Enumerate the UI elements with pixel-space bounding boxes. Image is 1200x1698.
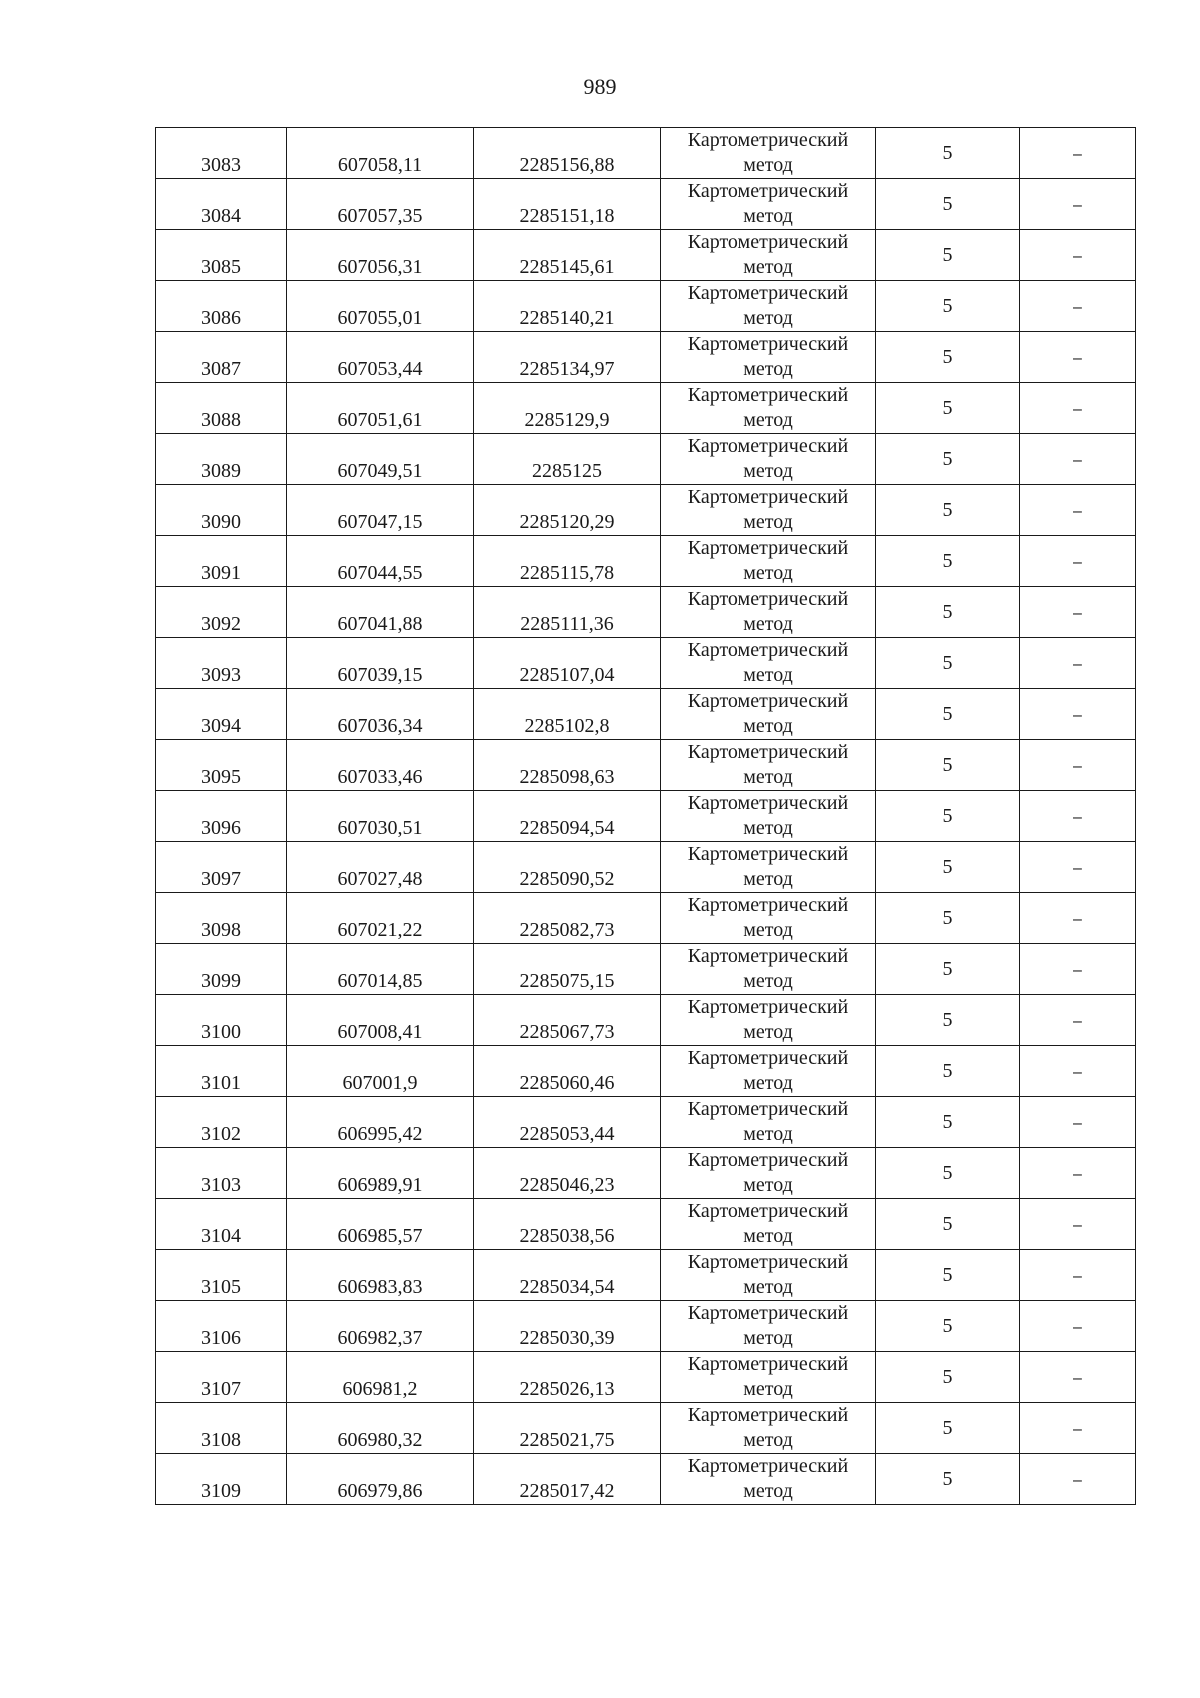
x-coordinate-cell: 606982,37	[287, 1301, 474, 1352]
method-cell	[661, 383, 876, 434]
method-cell	[661, 842, 876, 893]
note-dash: –	[1073, 1165, 1082, 1183]
method-line-1: Картометрический	[687, 486, 849, 508]
y-coordinate-cell: 2285120,29	[474, 485, 661, 536]
y-coordinate-cell: 2285102,8	[474, 689, 661, 740]
x-coordinate-cell: 607057,35	[287, 179, 474, 230]
note-dash: –	[1073, 196, 1082, 214]
x-coordinate-cell: 607027,48	[287, 842, 474, 893]
table-row	[156, 383, 1136, 434]
method-cell	[661, 434, 876, 485]
method-line-2: метод	[743, 1174, 793, 1196]
point-number-cell: 3101	[156, 1046, 287, 1097]
point-number-cell: 3088	[156, 383, 287, 434]
note-dash: –	[1073, 1471, 1082, 1489]
note-cell	[1020, 944, 1136, 995]
y-coordinate-cell: 2285038,56	[474, 1199, 661, 1250]
x-coordinate-cell: 607036,34	[287, 689, 474, 740]
note-dash: –	[1073, 1063, 1082, 1081]
note-dash: –	[1073, 145, 1082, 163]
method-line-1: Картометрический	[687, 1404, 849, 1426]
method-line-2: метод	[743, 715, 793, 737]
method-line-2: метод	[743, 1480, 793, 1502]
method-line-1: Картометрический	[687, 231, 849, 253]
table-row	[156, 332, 1136, 383]
accuracy-cell: 5	[876, 893, 1020, 944]
method-line-2: метод	[743, 970, 793, 992]
table-row	[156, 587, 1136, 638]
table-row	[156, 1097, 1136, 1148]
method-line-1: Картометрический	[687, 384, 849, 406]
table-row	[156, 638, 1136, 689]
method-cell	[661, 740, 876, 791]
method-line-2: метод	[743, 1072, 793, 1094]
method-cell	[661, 1250, 876, 1301]
method-line-2: метод	[743, 1123, 793, 1145]
table-row	[156, 1301, 1136, 1352]
y-coordinate-cell: 2285030,39	[474, 1301, 661, 1352]
x-coordinate-cell: 607030,51	[287, 791, 474, 842]
method-cell	[661, 1097, 876, 1148]
accuracy-cell: 5	[876, 995, 1020, 1046]
table-row	[156, 893, 1136, 944]
point-number-cell: 3109	[156, 1454, 287, 1505]
accuracy-cell: 5	[876, 740, 1020, 791]
y-coordinate-cell: 2285067,73	[474, 995, 661, 1046]
x-coordinate-cell: 607014,85	[287, 944, 474, 995]
accuracy-cell: 5	[876, 128, 1020, 179]
note-dash: –	[1073, 757, 1082, 775]
page-number: 989	[583, 74, 617, 99]
method-line-1: Картометрический	[687, 282, 849, 304]
note-dash: –	[1073, 1114, 1082, 1132]
table-row	[156, 1403, 1136, 1454]
accuracy-cell: 5	[876, 1403, 1020, 1454]
x-coordinate-cell: 607053,44	[287, 332, 474, 383]
note-cell	[1020, 1046, 1136, 1097]
accuracy-cell: 5	[876, 536, 1020, 587]
point-number-cell: 3099	[156, 944, 287, 995]
note-cell	[1020, 128, 1136, 179]
method-line-1: Картометрический	[687, 690, 849, 712]
method-line-2: метод	[743, 664, 793, 686]
note-cell	[1020, 230, 1136, 281]
note-cell	[1020, 485, 1136, 536]
point-number-cell: 3084	[156, 179, 287, 230]
note-cell	[1020, 893, 1136, 944]
method-line-1: Картометрический	[687, 639, 849, 661]
accuracy-cell: 5	[876, 1199, 1020, 1250]
note-dash: –	[1073, 451, 1082, 469]
point-number-cell: 3091	[156, 536, 287, 587]
note-dash: –	[1073, 910, 1082, 928]
note-cell	[1020, 995, 1136, 1046]
method-line-1: Картометрический	[687, 537, 849, 559]
y-coordinate-cell: 2285046,23	[474, 1148, 661, 1199]
method-cell	[661, 179, 876, 230]
table-row	[156, 740, 1136, 791]
table-row	[156, 842, 1136, 893]
method-cell	[661, 230, 876, 281]
y-coordinate-cell: 2285021,75	[474, 1403, 661, 1454]
method-line-2: метод	[743, 1327, 793, 1349]
table-row	[156, 1250, 1136, 1301]
method-line-1: Картометрический	[687, 1455, 849, 1477]
y-coordinate-cell: 2285060,46	[474, 1046, 661, 1097]
table-row	[156, 434, 1136, 485]
note-cell	[1020, 179, 1136, 230]
method-line-1: Картометрический	[687, 741, 849, 763]
x-coordinate-cell: 607033,46	[287, 740, 474, 791]
method-line-2: метод	[743, 613, 793, 635]
point-number-cell: 3086	[156, 281, 287, 332]
note-cell	[1020, 1352, 1136, 1403]
method-line-1: Картометрический	[687, 792, 849, 814]
method-cell	[661, 791, 876, 842]
accuracy-cell: 5	[876, 383, 1020, 434]
y-coordinate-cell: 2285156,88	[474, 128, 661, 179]
table-row	[156, 179, 1136, 230]
x-coordinate-cell: 606989,91	[287, 1148, 474, 1199]
method-cell	[661, 1148, 876, 1199]
method-line-1: Картометрический	[687, 1353, 849, 1375]
x-coordinate-cell: 606995,42	[287, 1097, 474, 1148]
x-coordinate-cell: 607001,9	[287, 1046, 474, 1097]
point-number-cell: 3085	[156, 230, 287, 281]
x-coordinate-cell: 607058,11	[287, 128, 474, 179]
x-coordinate-cell: 607055,01	[287, 281, 474, 332]
method-line-1: Картометрический	[687, 180, 849, 202]
note-dash: –	[1073, 349, 1082, 367]
method-cell	[661, 1301, 876, 1352]
method-cell	[661, 281, 876, 332]
method-cell	[661, 1352, 876, 1403]
table-row	[156, 536, 1136, 587]
method-cell	[661, 128, 876, 179]
accuracy-cell: 5	[876, 791, 1020, 842]
x-coordinate-cell: 607041,88	[287, 587, 474, 638]
note-dash: –	[1073, 1420, 1082, 1438]
point-number-cell: 3105	[156, 1250, 287, 1301]
y-coordinate-cell: 2285134,97	[474, 332, 661, 383]
x-coordinate-cell: 606985,57	[287, 1199, 474, 1250]
note-cell	[1020, 689, 1136, 740]
note-dash: –	[1073, 706, 1082, 724]
note-dash: –	[1073, 655, 1082, 673]
method-line-1: Картометрический	[687, 1047, 849, 1069]
method-line-2: метод	[743, 817, 793, 839]
note-dash: –	[1073, 1216, 1082, 1234]
method-cell	[661, 689, 876, 740]
note-dash: –	[1073, 502, 1082, 520]
method-line-2: метод	[743, 409, 793, 431]
method-cell	[661, 638, 876, 689]
x-coordinate-cell: 607008,41	[287, 995, 474, 1046]
method-line-1: Картометрический	[687, 996, 849, 1018]
note-dash: –	[1073, 808, 1082, 826]
note-cell	[1020, 1097, 1136, 1148]
x-coordinate-cell: 606983,83	[287, 1250, 474, 1301]
method-line-2: метод	[743, 307, 793, 329]
accuracy-cell: 5	[876, 1301, 1020, 1352]
y-coordinate-cell: 2285140,21	[474, 281, 661, 332]
method-cell	[661, 893, 876, 944]
accuracy-cell: 5	[876, 842, 1020, 893]
method-cell	[661, 536, 876, 587]
point-number-cell: 3083	[156, 128, 287, 179]
table-row	[156, 689, 1136, 740]
accuracy-cell: 5	[876, 230, 1020, 281]
method-line-2: метод	[743, 460, 793, 482]
note-dash: –	[1073, 298, 1082, 316]
note-dash: –	[1073, 604, 1082, 622]
point-number-cell: 3093	[156, 638, 287, 689]
y-coordinate-cell: 2285145,61	[474, 230, 661, 281]
point-number-cell: 3108	[156, 1403, 287, 1454]
table-row	[156, 1148, 1136, 1199]
table-row	[156, 1454, 1136, 1505]
note-cell	[1020, 1199, 1136, 1250]
y-coordinate-cell: 2285026,13	[474, 1352, 661, 1403]
method-cell	[661, 332, 876, 383]
note-dash: –	[1073, 247, 1082, 265]
accuracy-cell: 5	[876, 434, 1020, 485]
note-cell	[1020, 281, 1136, 332]
x-coordinate-cell: 606979,86	[287, 1454, 474, 1505]
point-number-cell: 3106	[156, 1301, 287, 1352]
method-line-1: Картометрический	[687, 945, 849, 967]
accuracy-cell: 5	[876, 281, 1020, 332]
point-number-cell: 3092	[156, 587, 287, 638]
note-cell	[1020, 383, 1136, 434]
x-coordinate-cell: 607056,31	[287, 230, 474, 281]
method-line-2: метод	[743, 766, 793, 788]
note-dash: –	[1073, 1267, 1082, 1285]
x-coordinate-cell: 607044,55	[287, 536, 474, 587]
y-coordinate-cell: 2285151,18	[474, 179, 661, 230]
method-line-2: метод	[743, 1429, 793, 1451]
note-dash: –	[1073, 859, 1082, 877]
y-coordinate-cell: 2285125	[474, 434, 661, 485]
note-dash: –	[1073, 553, 1082, 571]
note-cell	[1020, 1403, 1136, 1454]
note-cell	[1020, 842, 1136, 893]
note-dash: –	[1073, 1369, 1082, 1387]
accuracy-cell: 5	[876, 1148, 1020, 1199]
point-number-cell: 3104	[156, 1199, 287, 1250]
point-number-cell: 3102	[156, 1097, 287, 1148]
method-cell	[661, 1403, 876, 1454]
note-cell	[1020, 1250, 1136, 1301]
table-row	[156, 791, 1136, 842]
point-number-cell: 3087	[156, 332, 287, 383]
method-line-1: Картометрический	[687, 894, 849, 916]
table-row	[156, 128, 1136, 179]
y-coordinate-cell: 2285094,54	[474, 791, 661, 842]
method-cell	[661, 1199, 876, 1250]
note-dash: –	[1073, 1318, 1082, 1336]
point-number-cell: 3107	[156, 1352, 287, 1403]
method-cell	[661, 1046, 876, 1097]
accuracy-cell: 5	[876, 485, 1020, 536]
method-line-2: метод	[743, 1276, 793, 1298]
note-cell	[1020, 332, 1136, 383]
y-coordinate-cell: 2285107,04	[474, 638, 661, 689]
y-coordinate-cell: 2285129,9	[474, 383, 661, 434]
accuracy-cell: 5	[876, 1352, 1020, 1403]
accuracy-cell: 5	[876, 587, 1020, 638]
x-coordinate-cell: 606981,2	[287, 1352, 474, 1403]
method-line-1: Картометрический	[687, 588, 849, 610]
point-number-cell: 3098	[156, 893, 287, 944]
accuracy-cell: 5	[876, 1046, 1020, 1097]
table-row	[156, 485, 1136, 536]
y-coordinate-cell: 2285034,54	[474, 1250, 661, 1301]
x-coordinate-cell: 607021,22	[287, 893, 474, 944]
note-cell	[1020, 1454, 1136, 1505]
method-line-2: метод	[743, 562, 793, 584]
x-coordinate-cell: 606980,32	[287, 1403, 474, 1454]
point-number-cell: 3096	[156, 791, 287, 842]
method-line-1: Картометрический	[687, 843, 849, 865]
method-line-2: метод	[743, 1021, 793, 1043]
note-cell	[1020, 740, 1136, 791]
method-line-2: метод	[743, 1225, 793, 1247]
method-line-1: Картометрический	[687, 1251, 849, 1273]
method-line-1: Картометрический	[687, 1302, 849, 1324]
table-row	[156, 1199, 1136, 1250]
method-line-1: Картометрический	[687, 129, 849, 151]
accuracy-cell: 5	[876, 689, 1020, 740]
table-row	[156, 230, 1136, 281]
accuracy-cell: 5	[876, 1097, 1020, 1148]
method-line-1: Картометрический	[687, 333, 849, 355]
table-row	[156, 1352, 1136, 1403]
table-row	[156, 944, 1136, 995]
method-line-1: Картометрический	[687, 435, 849, 457]
method-line-2: метод	[743, 511, 793, 533]
method-line-1: Картометрический	[687, 1149, 849, 1171]
method-line-2: метод	[743, 358, 793, 380]
note-cell	[1020, 638, 1136, 689]
y-coordinate-cell: 2285053,44	[474, 1097, 661, 1148]
x-coordinate-cell: 607049,51	[287, 434, 474, 485]
note-cell	[1020, 587, 1136, 638]
method-cell	[661, 995, 876, 1046]
point-number-cell: 3089	[156, 434, 287, 485]
x-coordinate-cell: 607047,15	[287, 485, 474, 536]
y-coordinate-cell: 2285082,73	[474, 893, 661, 944]
table-row	[156, 281, 1136, 332]
method-line-2: метод	[743, 868, 793, 890]
y-coordinate-cell: 2285090,52	[474, 842, 661, 893]
point-number-cell: 3095	[156, 740, 287, 791]
x-coordinate-cell: 607039,15	[287, 638, 474, 689]
table-row	[156, 995, 1136, 1046]
coordinates-table	[155, 127, 1136, 1505]
note-cell	[1020, 791, 1136, 842]
note-dash: –	[1073, 961, 1082, 979]
point-number-cell: 3103	[156, 1148, 287, 1199]
method-line-2: метод	[743, 205, 793, 227]
method-cell	[661, 944, 876, 995]
note-cell	[1020, 434, 1136, 485]
point-number-cell: 3094	[156, 689, 287, 740]
method-line-2: метод	[743, 1378, 793, 1400]
y-coordinate-cell: 2285075,15	[474, 944, 661, 995]
note-dash: –	[1073, 400, 1082, 418]
method-cell	[661, 1454, 876, 1505]
y-coordinate-cell: 2285098,63	[474, 740, 661, 791]
point-number-cell: 3090	[156, 485, 287, 536]
point-number-cell: 3100	[156, 995, 287, 1046]
accuracy-cell: 5	[876, 1454, 1020, 1505]
y-coordinate-cell: 2285017,42	[474, 1454, 661, 1505]
accuracy-cell: 5	[876, 179, 1020, 230]
table-row	[156, 1046, 1136, 1097]
accuracy-cell: 5	[876, 944, 1020, 995]
method-line-1: Картометрический	[687, 1200, 849, 1222]
note-cell	[1020, 1301, 1136, 1352]
note-cell	[1020, 536, 1136, 587]
method-line-2: метод	[743, 256, 793, 278]
note-dash: –	[1073, 1012, 1082, 1030]
method-line-1: Картометрический	[687, 1098, 849, 1120]
accuracy-cell: 5	[876, 638, 1020, 689]
note-cell	[1020, 1148, 1136, 1199]
x-coordinate-cell: 607051,61	[287, 383, 474, 434]
y-coordinate-cell: 2285115,78	[474, 536, 661, 587]
point-number-cell: 3097	[156, 842, 287, 893]
method-line-2: метод	[743, 919, 793, 941]
accuracy-cell: 5	[876, 1250, 1020, 1301]
method-line-2: метод	[743, 154, 793, 176]
coordinates-table-body	[156, 128, 1136, 1505]
accuracy-cell: 5	[876, 332, 1020, 383]
method-cell	[661, 485, 876, 536]
y-coordinate-cell: 2285111,36	[474, 587, 661, 638]
method-cell	[661, 587, 876, 638]
